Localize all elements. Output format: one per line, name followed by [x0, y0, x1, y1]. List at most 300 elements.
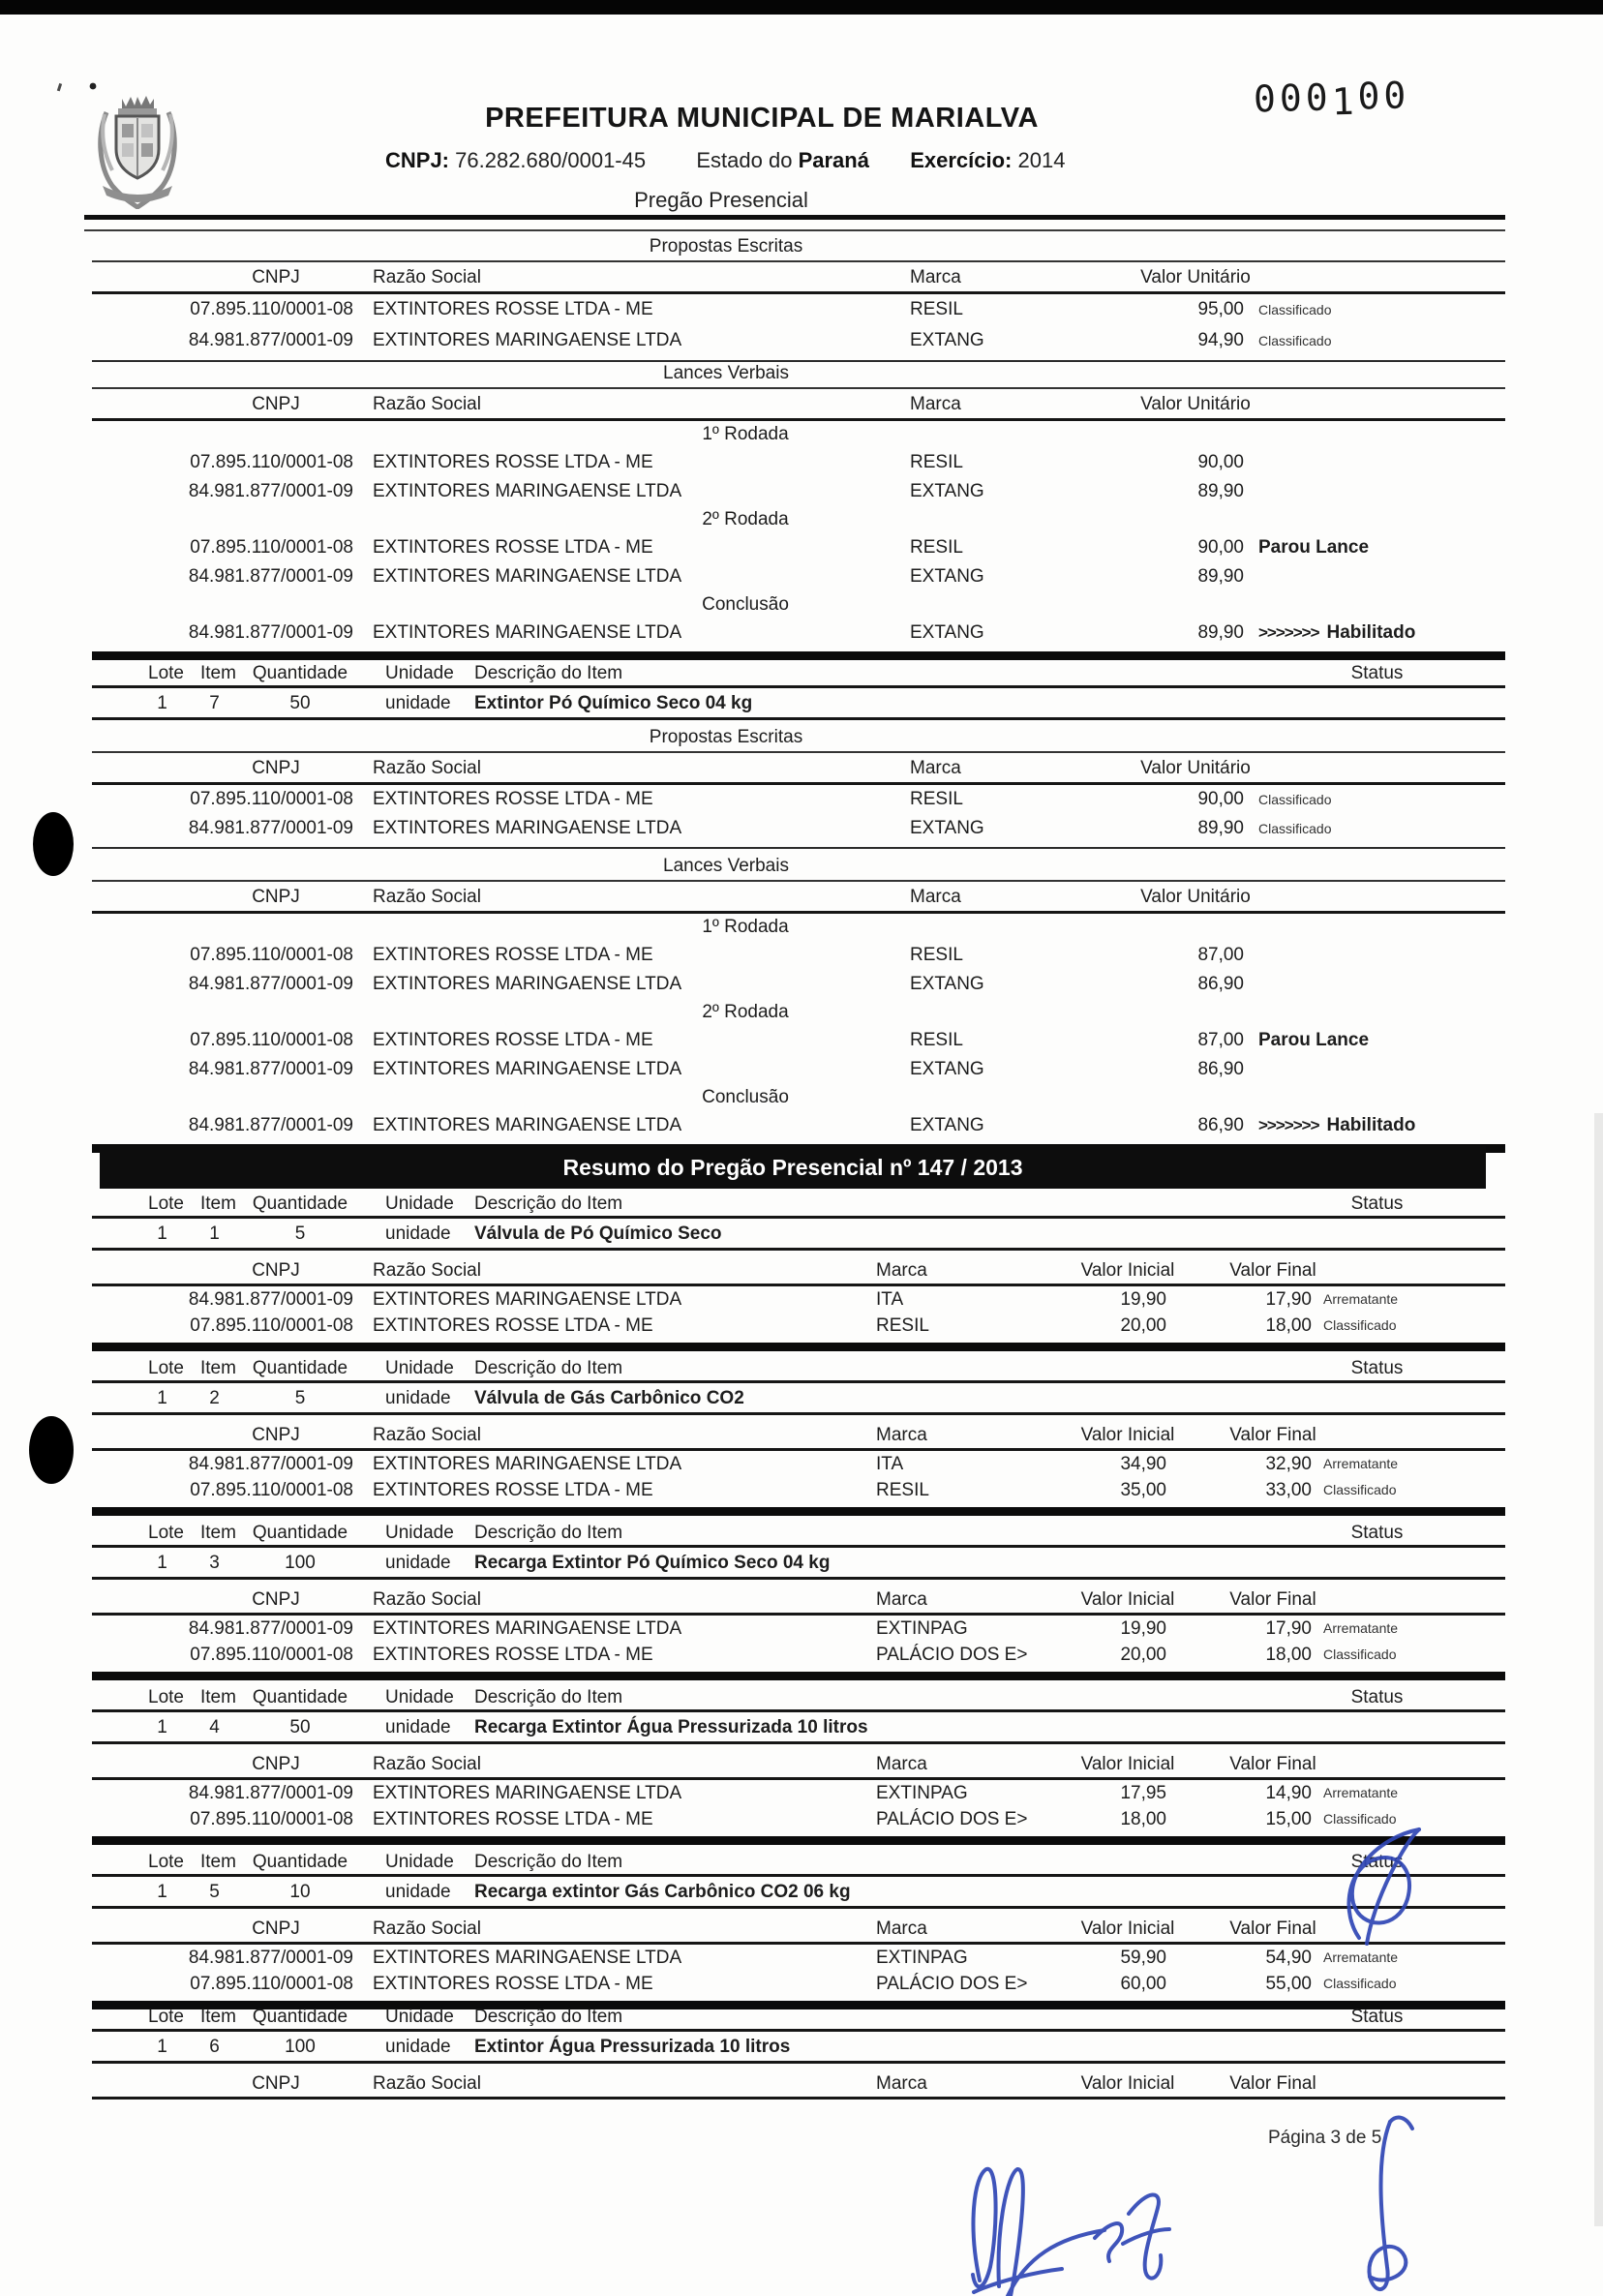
table-row — [92, 1971, 1505, 1997]
status-text: Arrematante — [1323, 1456, 1399, 1471]
quantidade-value: 50 — [289, 693, 311, 713]
initial-value: 34,90 — [1120, 1454, 1166, 1474]
brand-value: RESIL — [910, 1030, 963, 1050]
unidade-value: unidade — [385, 1553, 451, 1573]
initial-value: 20,00 — [1120, 1315, 1166, 1336]
col-quantidade: Quantidade — [252, 1193, 348, 1214]
bid-value: 86,90 — [1197, 974, 1244, 994]
column-header-row — [92, 1251, 1505, 1286]
col-razao-social: Razão Social — [373, 887, 481, 907]
col-valor-final: Valor Final — [1229, 1425, 1316, 1445]
item-value: 1 — [209, 1224, 220, 1244]
col-valor-unitario: Valor Unitário — [1140, 394, 1251, 414]
brand-value: PALÁCIO DOS E> — [876, 1645, 1028, 1665]
lote-value: 1 — [157, 1882, 167, 1902]
unit-price: 90,00 — [1197, 789, 1244, 809]
status-text: Classificado — [1258, 821, 1332, 836]
table-row — [92, 1780, 1505, 1806]
col-marca: Marca — [910, 887, 961, 907]
quantidade-value: 5 — [294, 1224, 306, 1244]
col-quantidade: Quantidade — [252, 2007, 348, 2027]
scan-artifact-blob — [33, 812, 74, 876]
round-1-label: 1º Rodada — [702, 917, 789, 937]
quantidade-value: 10 — [289, 1882, 311, 1902]
col-valor-final: Valor Final — [1229, 1260, 1316, 1281]
brand-value: RESIL — [876, 1315, 929, 1336]
col-lote: Lote — [148, 1687, 184, 1707]
brand-value: ITA — [876, 1289, 904, 1310]
resumo-lot-block-2 — [92, 1357, 1505, 1516]
final-value: 32,90 — [1265, 1454, 1312, 1474]
final-value: 33,00 — [1265, 1480, 1312, 1500]
company-name: EXTINTORES ROSSE LTDA - ME — [373, 1809, 653, 1829]
brand-value: RESIL — [910, 537, 963, 558]
initial-value: 59,90 — [1120, 1948, 1166, 1968]
status-text: Classificado — [1323, 1482, 1397, 1497]
section-title: Propostas Escritas — [649, 236, 803, 257]
item-value: 5 — [209, 1882, 220, 1902]
section-title: Propostas Escritas — [649, 727, 803, 747]
company-name: EXTINTORES MARINGAENSE LTDA — [373, 330, 682, 350]
resumo-banner: Resumo do Pregão Presencial nº 147 / 2013 — [100, 1146, 1486, 1189]
company-name: EXTINTORES ROSSE LTDA - ME — [373, 1645, 653, 1665]
initial-value: 19,90 — [1120, 1289, 1166, 1310]
cnpj-value: 84.981.877/0001-09 — [188, 1059, 353, 1079]
lot-header-row — [92, 1193, 1505, 1219]
col-valor-inicial: Valor Inicial — [1080, 1754, 1175, 1774]
col-cnpj: CNPJ — [252, 1754, 300, 1774]
col-status: Status — [1350, 1687, 1404, 1707]
brand-value: RESIL — [910, 945, 963, 965]
col-valor-inicial: Valor Inicial — [1080, 1260, 1175, 1281]
final-value: 14,90 — [1265, 1783, 1312, 1803]
company-name: EXTINTORES ROSSE LTDA - ME — [373, 452, 653, 472]
scan-artifact-blob — [29, 1416, 74, 1484]
company-name: EXTINTORES MARINGAENSE LTDA — [373, 481, 682, 501]
lot-item-row — [92, 1877, 1505, 1909]
col-cnpj: CNPJ — [252, 758, 300, 778]
unit-price: 94,90 — [1197, 330, 1244, 350]
cnpj-value: 84.981.877/0001-09 — [188, 818, 353, 838]
col-valor-final: Valor Final — [1229, 1754, 1316, 1774]
resumo-lot-block-6 — [92, 2006, 1505, 2100]
table-row — [92, 1945, 1505, 1971]
section-title: Lances Verbais — [663, 363, 789, 383]
col-lote: Lote — [148, 1523, 184, 1543]
column-header-row — [92, 1580, 1505, 1616]
unidade-value: unidade — [385, 1882, 451, 1902]
lot-item-row — [92, 1548, 1505, 1580]
descricao-value: Válvula de Gás Carbônico CO2 — [474, 1388, 744, 1408]
col-cnpj: CNPJ — [252, 1589, 300, 1610]
item-value: 4 — [209, 1717, 220, 1737]
col-valor-unitario: Valor Unitário — [1140, 758, 1251, 778]
company-name: EXTINTORES MARINGAENSE LTDA — [373, 1289, 682, 1310]
brand-value: EXTINPAG — [876, 1948, 968, 1968]
cnpj-value: 84.981.877/0001-09 — [188, 974, 353, 994]
company-name: EXTINTORES MARINGAENSE LTDA — [373, 622, 682, 643]
table-row — [92, 1806, 1505, 1832]
resumo-lot-block-1 — [92, 1193, 1505, 1351]
conclusion-label: Conclusão — [702, 1087, 789, 1107]
state-name: Paraná — [798, 148, 869, 172]
company-name: EXTINTORES MARINGAENSE LTDA — [373, 1948, 682, 1968]
brand-value: RESIL — [910, 299, 963, 319]
cnpj-value: 84.981.877/0001-09 — [188, 1454, 353, 1474]
cnpj-value: 07.895.110/0001-08 — [190, 1030, 353, 1050]
col-cnpj: CNPJ — [252, 1425, 300, 1445]
col-marca: Marca — [910, 267, 961, 287]
flag-text: Habilitado — [1326, 1115, 1416, 1135]
col-valor-final: Valor Final — [1229, 1589, 1316, 1610]
col-valor-unitario: Valor Unitário — [1140, 887, 1251, 907]
col-cnpj: CNPJ — [252, 1918, 300, 1939]
final-value: 55,00 — [1265, 1974, 1312, 1994]
brand-value: EXTANG — [910, 330, 984, 350]
initial-value: 18,00 — [1120, 1809, 1166, 1829]
col-razao-social: Razão Social — [373, 758, 481, 778]
section-divider-bar — [92, 1507, 1505, 1516]
company-name: EXTINTORES ROSSE LTDA - ME — [373, 789, 653, 809]
lot-header-row — [92, 2006, 1505, 2032]
resumo-area — [92, 0, 1505, 2296]
brand-value: EXTANG — [910, 481, 984, 501]
section-title: Lances Verbais — [663, 856, 789, 876]
cnpj-value: 76.282.680/0001-45 — [455, 148, 647, 172]
table-row — [92, 1642, 1505, 1668]
exercicio-value: 2014 — [1017, 148, 1066, 172]
col-item: Item — [200, 1523, 236, 1543]
initial-value: 20,00 — [1120, 1645, 1166, 1665]
unidade-value: unidade — [385, 1388, 451, 1408]
descricao-value: Recarga Extintor Pó Químico Seco 04 kg — [474, 1553, 831, 1573]
initial-value: 17,95 — [1120, 1783, 1166, 1803]
bid-value: 89,90 — [1197, 622, 1244, 643]
col-razao-social: Razão Social — [373, 1425, 481, 1445]
lote-value: 1 — [157, 693, 167, 713]
conclusion-label: Conclusão — [702, 594, 789, 615]
resumo-lot-block-4 — [92, 1686, 1505, 1845]
col-cnpj: CNPJ — [252, 1260, 300, 1281]
cnpj-value: 07.895.110/0001-08 — [190, 537, 353, 558]
resumo-rows — [92, 1945, 1505, 1997]
col-marca: Marca — [876, 1918, 927, 1939]
col-descricao: Descrição do Item — [474, 663, 623, 683]
descricao-value: Válvula de Pó Químico Seco — [474, 1224, 722, 1244]
chevrons: >>>>>>> — [1258, 1116, 1319, 1134]
col-quantidade: Quantidade — [252, 1523, 348, 1543]
col-valor-final: Valor Final — [1229, 1918, 1316, 1939]
round-2-label: 2º Rodada — [702, 509, 789, 529]
col-descricao: Descrição do Item — [474, 1687, 623, 1707]
brand-value: ITA — [876, 1454, 904, 1474]
brand-value: EXTANG — [910, 622, 984, 643]
col-razao-social: Razão Social — [373, 1918, 481, 1939]
col-status: Status — [1350, 1852, 1404, 1872]
descricao-value: Extintor Água Pressurizada 10 litros — [474, 2037, 791, 2057]
lote-value: 1 — [157, 1553, 167, 1573]
status-text: Classificado — [1323, 1646, 1397, 1662]
cnpj-value: 84.981.877/0001-09 — [188, 566, 353, 587]
col-razao-social: Razão Social — [373, 394, 481, 414]
table-row — [92, 1616, 1505, 1642]
page-number: Página 3 de 5 — [1268, 2128, 1382, 2148]
cnpj-value: 84.981.877/0001-09 — [188, 1948, 353, 1968]
flag-text: Habilitado — [1326, 622, 1416, 643]
final-value: 17,90 — [1265, 1618, 1312, 1639]
col-lote: Lote — [148, 2007, 184, 2027]
col-marca: Marca — [876, 1260, 927, 1281]
col-status: Status — [1350, 1523, 1404, 1543]
col-quantidade: Quantidade — [252, 663, 348, 683]
final-value: 18,00 — [1265, 1645, 1312, 1665]
company-name: EXTINTORES ROSSE LTDA - ME — [373, 299, 653, 319]
brand-value: RESIL — [910, 452, 963, 472]
bid-value: 89,90 — [1197, 481, 1244, 501]
section-divider-bar — [92, 1836, 1505, 1845]
lot-item-row — [92, 1712, 1505, 1744]
column-header-row — [92, 1744, 1505, 1780]
bid-value: 87,00 — [1197, 945, 1244, 965]
bid-value: 90,00 — [1197, 452, 1244, 472]
col-valor-inicial: Valor Inicial — [1080, 1589, 1175, 1610]
col-marca: Marca — [876, 1425, 927, 1445]
bid-value: 89,90 — [1197, 566, 1244, 587]
cnpj-value: 84.981.877/0001-09 — [188, 330, 353, 350]
resumo-lot-block-5 — [92, 1851, 1505, 2009]
item-value: 7 — [209, 693, 220, 713]
section-divider-bar — [92, 1672, 1505, 1680]
table-row — [92, 1477, 1505, 1503]
brand-value: EXTANG — [910, 1115, 984, 1135]
lote-value: 1 — [157, 1717, 167, 1737]
col-unidade: Unidade — [385, 1523, 454, 1543]
column-header-row — [92, 2064, 1505, 2100]
unidade-value: unidade — [385, 1224, 451, 1244]
company-name: EXTINTORES MARINGAENSE LTDA — [373, 1618, 682, 1639]
col-descricao: Descrição do Item — [474, 1852, 623, 1872]
col-unidade: Unidade — [385, 1687, 454, 1707]
flag-text: Parou Lance — [1258, 537, 1370, 558]
descricao-value: Recarga Extintor Água Pressurizada 10 litros — [474, 1717, 868, 1737]
table-row — [92, 1313, 1505, 1339]
chevrons: >>>>>>> — [1258, 623, 1319, 642]
status-text: Classificado — [1323, 1976, 1397, 1991]
col-unidade: Unidade — [385, 1358, 454, 1378]
col-marca: Marca — [876, 2073, 927, 2094]
col-marca: Marca — [910, 394, 961, 414]
section-divider-bar — [92, 1343, 1505, 1351]
quantidade-value: 5 — [294, 1388, 306, 1408]
company-name: EXTINTORES ROSSE LTDA - ME — [373, 1974, 653, 1994]
col-marca: Marca — [876, 1754, 927, 1774]
cnpj-value: 84.981.877/0001-09 — [188, 1289, 353, 1310]
brand-value: EXTANG — [910, 1059, 984, 1079]
col-cnpj: CNPJ — [252, 394, 300, 414]
col-cnpj: CNPJ — [252, 2073, 300, 2094]
col-razao-social: Razão Social — [373, 267, 481, 287]
col-quantidade: Quantidade — [252, 1358, 348, 1378]
cnpj-value: 84.981.877/0001-09 — [188, 1115, 353, 1135]
company-name: EXTINTORES MARINGAENSE LTDA — [373, 974, 682, 994]
item-value: 2 — [209, 1388, 220, 1408]
lote-value: 1 — [157, 1388, 167, 1408]
brand-value: EXTANG — [910, 566, 984, 587]
col-razao-social: Razão Social — [373, 1589, 481, 1610]
cnpj-value: 07.895.110/0001-08 — [190, 1315, 353, 1336]
col-razao-social: Razão Social — [373, 2073, 481, 2094]
col-cnpj: CNPJ — [252, 887, 300, 907]
brand-value: RESIL — [876, 1480, 929, 1500]
company-name: EXTINTORES MARINGAENSE LTDA — [373, 1783, 682, 1803]
status-text: Arrematante — [1323, 1620, 1399, 1636]
cnpj-value: 07.895.110/0001-08 — [190, 945, 353, 965]
col-descricao: Descrição do Item — [474, 2007, 623, 2027]
col-status: Status — [1350, 2007, 1404, 2027]
descricao-value: Recarga extintor Gás Carbônico CO2 06 kg — [474, 1882, 851, 1902]
company-name: EXTINTORES MARINGAENSE LTDA — [373, 1115, 682, 1135]
cnpj-value: 07.895.110/0001-08 — [190, 452, 353, 472]
column-header-row — [92, 1909, 1505, 1945]
bid-value: 86,90 — [1197, 1059, 1244, 1079]
lote-value: 1 — [157, 2037, 167, 2057]
status-text: Arrematante — [1323, 1785, 1399, 1800]
col-descricao: Descrição do Item — [474, 1358, 623, 1378]
status-text: Arrematante — [1323, 1949, 1399, 1965]
quantidade-value: 100 — [285, 1553, 316, 1573]
cnpj-value: 84.981.877/0001-09 — [188, 1618, 353, 1639]
resumo-rows — [92, 1451, 1505, 1503]
final-value: 18,00 — [1265, 1315, 1312, 1336]
company-name: EXTINTORES ROSSE LTDA - ME — [373, 1030, 653, 1050]
final-value: 17,90 — [1265, 1289, 1312, 1310]
brand-value: EXTINPAG — [876, 1618, 968, 1639]
lot-item-row — [92, 1219, 1505, 1251]
round-2-label: 2º Rodada — [702, 1002, 789, 1022]
exercicio-label: Exercício: — [910, 148, 1013, 172]
final-value: 15,00 — [1265, 1809, 1312, 1829]
col-status: Status — [1350, 1358, 1404, 1378]
company-name: EXTINTORES MARINGAENSE LTDA — [373, 1454, 682, 1474]
bid-value: 90,00 — [1197, 537, 1244, 558]
company-name: EXTINTORES ROSSE LTDA - ME — [373, 1480, 653, 1500]
col-valor-inicial: Valor Inicial — [1080, 1918, 1175, 1939]
status-text: Classificado — [1323, 1317, 1397, 1333]
initial-value: 60,00 — [1120, 1974, 1166, 1994]
status-text: Classificado — [1323, 1811, 1397, 1827]
cnpj-value: 07.895.110/0001-08 — [190, 789, 353, 809]
col-valor-final: Valor Final — [1229, 2073, 1316, 2094]
cnpj-value: 07.895.110/0001-08 — [190, 1480, 353, 1500]
round-1-label: 1º Rodada — [702, 424, 789, 444]
initial-value: 35,00 — [1120, 1480, 1166, 1500]
cnpj-value: 84.981.877/0001-09 — [188, 622, 353, 643]
lote-value: 1 — [157, 1224, 167, 1244]
cnpj-value: 07.895.110/0001-08 — [190, 1974, 353, 1994]
table-row — [92, 1286, 1505, 1313]
col-razao-social: Razão Social — [373, 1754, 481, 1774]
col-unidade: Unidade — [385, 663, 454, 683]
quantidade-value: 100 — [285, 2037, 316, 2057]
col-quantidade: Quantidade — [252, 1687, 348, 1707]
resumo-rows — [92, 1780, 1505, 1832]
col-descricao: Descrição do Item — [474, 1523, 623, 1543]
brand-value: EXTINPAG — [876, 1783, 968, 1803]
col-unidade: Unidade — [385, 1193, 454, 1214]
col-valor-inicial: Valor Inicial — [1080, 2073, 1175, 2094]
company-name: EXTINTORES ROSSE LTDA - ME — [373, 1315, 653, 1336]
unidade-value: unidade — [385, 2037, 451, 2057]
col-razao-social: Razão Social — [373, 1260, 481, 1281]
col-marca: Marca — [910, 758, 961, 778]
bid-value: 87,00 — [1197, 1030, 1244, 1050]
col-lote: Lote — [148, 663, 184, 683]
unidade-value: unidade — [385, 693, 451, 713]
status-text: Arrematante — [1323, 1291, 1399, 1307]
status-text: Classificado — [1258, 792, 1332, 807]
quantidade-value: 50 — [289, 1717, 311, 1737]
lot-item-row — [92, 1383, 1505, 1415]
company-name: EXTINTORES MARINGAENSE LTDA — [373, 566, 682, 587]
status-text: Classificado — [1258, 302, 1332, 317]
resumo-rows — [92, 1286, 1505, 1339]
col-marca: Marca — [876, 1589, 927, 1610]
lot-header-row — [92, 1522, 1505, 1548]
cnpj-value: 07.895.110/0001-08 — [190, 1645, 353, 1665]
unit-price: 89,90 — [1197, 818, 1244, 838]
status-text: Classificado — [1258, 333, 1332, 348]
initial-value: 19,90 — [1120, 1618, 1166, 1639]
brand-value: EXTANG — [910, 818, 984, 838]
col-valor-unitario: Valor Unitário — [1140, 267, 1251, 287]
flag-text: Parou Lance — [1258, 1030, 1370, 1050]
col-item: Item — [200, 1852, 236, 1872]
bid-value: 86,90 — [1197, 1115, 1244, 1135]
table-row — [92, 1451, 1505, 1477]
brand-value: PALÁCIO DOS E> — [876, 1809, 1028, 1829]
page-stamp-number: 000100 — [1253, 74, 1410, 124]
cnpj-label: CNPJ: — [385, 148, 450, 172]
cnpj-value: 84.981.877/0001-09 — [188, 1783, 353, 1803]
col-lote: Lote — [148, 1193, 184, 1214]
state-prefix: Estado do — [696, 148, 793, 172]
item-value: 3 — [209, 1553, 220, 1573]
unidade-value: unidade — [385, 1717, 451, 1737]
document-modality: Pregão Presencial — [634, 188, 808, 212]
col-status: Status — [1350, 1193, 1404, 1214]
resumo-rows — [92, 1616, 1505, 1668]
document-title: PREFEITURA MUNICIPAL DE MARIALVA — [485, 103, 1039, 134]
lot-header-row — [92, 1686, 1505, 1712]
lot-item-row — [92, 2032, 1505, 2064]
col-unidade: Unidade — [385, 2007, 454, 2027]
col-item: Item — [200, 1687, 236, 1707]
col-item: Item — [200, 663, 236, 683]
col-item: Item — [200, 2007, 236, 2027]
brand-value: PALÁCIO DOS E> — [876, 1974, 1028, 1994]
col-valor-inicial: Valor Inicial — [1080, 1425, 1175, 1445]
lot-header-row — [92, 1357, 1505, 1383]
cnpj-value: 07.895.110/0001-08 — [190, 1809, 353, 1829]
col-lote: Lote — [148, 1852, 184, 1872]
lot-header-row — [92, 1851, 1505, 1877]
company-name: EXTINTORES ROSSE LTDA - ME — [373, 945, 653, 965]
final-value: 54,90 — [1265, 1948, 1312, 1968]
col-item: Item — [200, 1193, 236, 1214]
col-cnpj: CNPJ — [252, 267, 300, 287]
company-name: EXTINTORES MARINGAENSE LTDA — [373, 1059, 682, 1079]
cnpj-value: 07.895.110/0001-08 — [190, 299, 353, 319]
